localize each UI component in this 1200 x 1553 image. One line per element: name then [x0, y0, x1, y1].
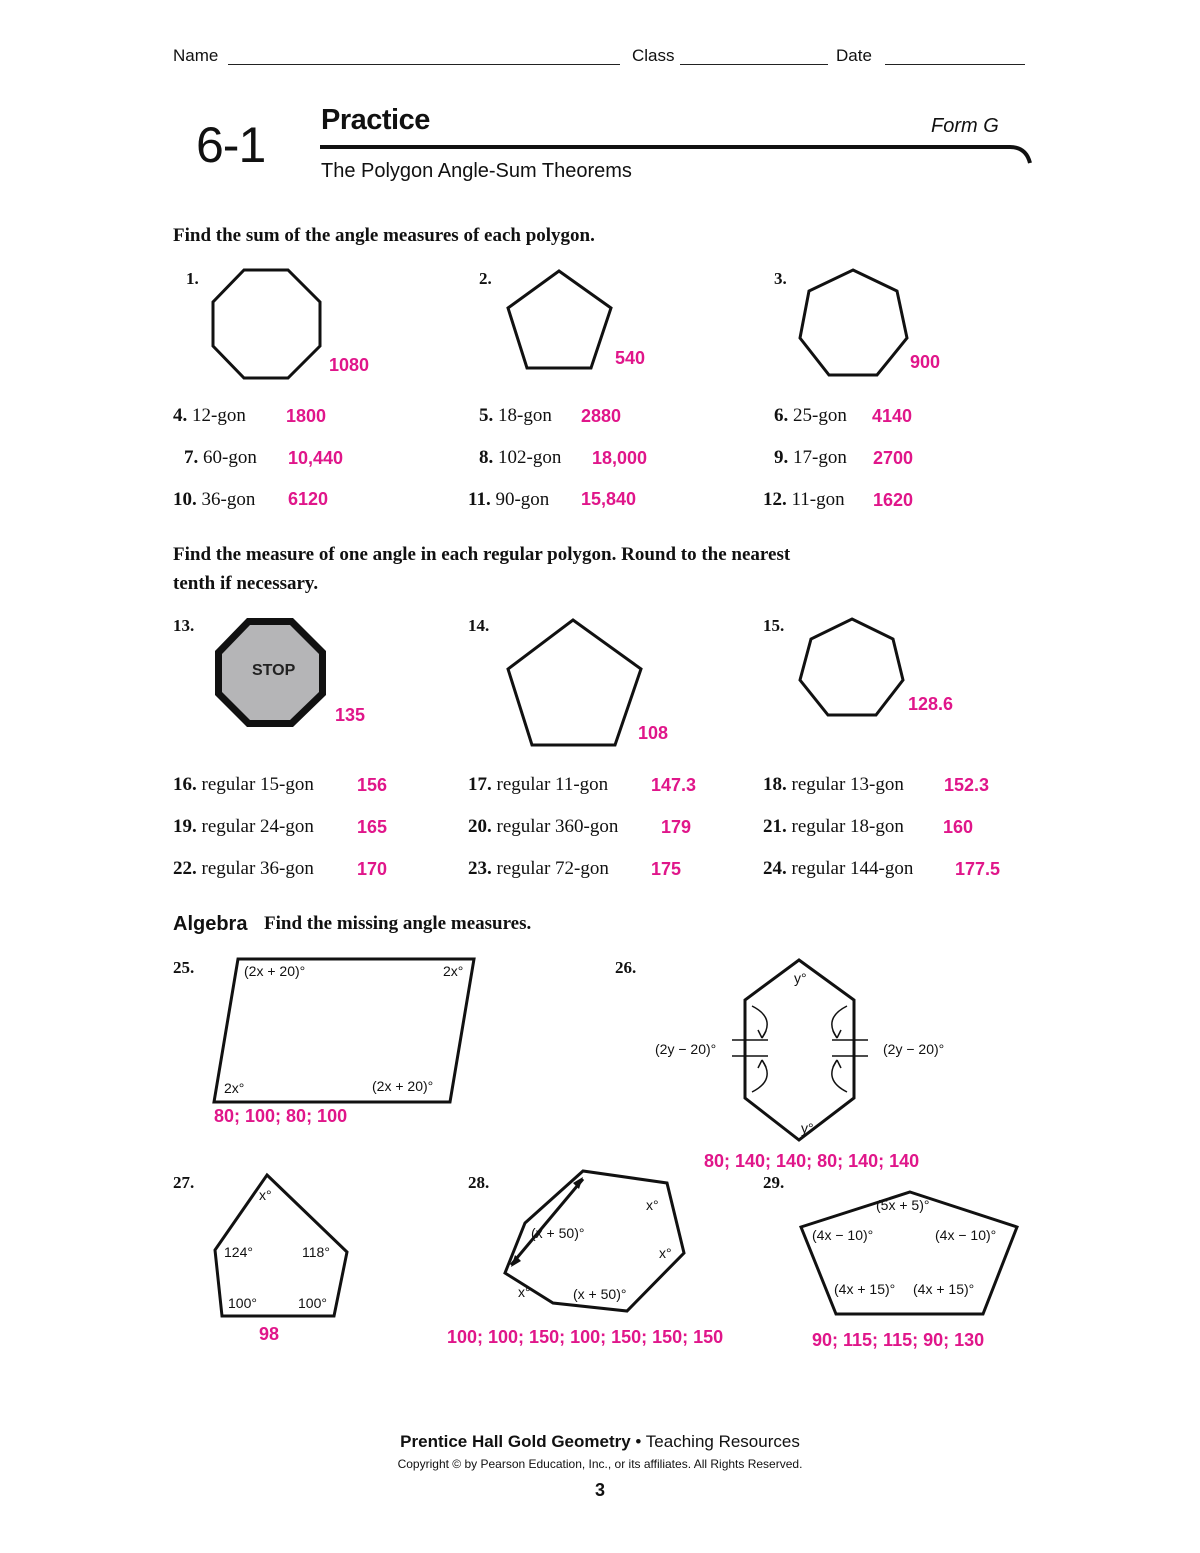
answer-23: 175 — [651, 859, 682, 879]
octagon-figure — [210, 268, 325, 380]
answer-14: 108 — [638, 723, 669, 743]
answer-19: 165 — [357, 817, 388, 837]
problem-2-number: 2. — [479, 269, 492, 288]
answer-15: 128.6 — [908, 694, 954, 714]
angle-label: (4x + 15)° — [913, 1281, 975, 1297]
angle-label: 118° — [302, 1244, 330, 1260]
heptagon-figure-regular — [797, 616, 907, 720]
pentagon-figure — [505, 268, 615, 373]
angle-label: 2x° — [224, 1080, 245, 1096]
algebra-label: Algebra — [173, 913, 248, 935]
list-item: 12. 11-gon — [763, 489, 845, 510]
problem-27-number: 27. — [173, 1173, 195, 1192]
section3-instruction: Find the missing angle measures. — [264, 913, 532, 934]
angle-label: 124° — [224, 1244, 253, 1260]
answer-20: 179 — [661, 817, 692, 837]
answer-9: 2700 — [873, 448, 914, 468]
list-item: 5. 18-gon — [479, 405, 552, 426]
angle-label: y° — [794, 970, 807, 986]
problem-15-number: 15. — [763, 616, 785, 635]
form-label: Form G — [931, 115, 999, 137]
page-number: 3 — [594, 1480, 605, 1500]
angle-label: (2y − 20)° — [655, 1041, 717, 1057]
footer-copyright: Copyright © by Pearson Education, Inc., or its affiliates. All Rights Reserved. — [397, 1457, 803, 1471]
list-item: 20. regular 360-gon — [468, 816, 619, 837]
class-field-line[interactable] — [680, 46, 828, 65]
list-item: 8. 102-gon — [479, 447, 562, 468]
angle-label: 100° — [228, 1295, 257, 1311]
answer-26: 80; 140; 140; 80; 140; 140 — [704, 1151, 920, 1171]
list-item: 6. 25-gon — [774, 405, 847, 426]
angle-label: (x + 50)° — [573, 1286, 627, 1302]
list-item: 19. regular 24-gon — [173, 816, 314, 837]
angle-label: y° — [801, 1120, 814, 1136]
stop-sign-text: STOP — [252, 662, 296, 679]
angle-label: (2x + 20)° — [244, 963, 306, 979]
list-item: 7. 60-gon — [184, 447, 257, 468]
list-item: 24. regular 144-gon — [763, 858, 914, 879]
problem-3-number: 3. — [774, 269, 787, 288]
angle-label: (2x + 20)° — [372, 1078, 434, 1094]
angle-label: 100° — [298, 1295, 327, 1311]
answer-27: 98 — [259, 1324, 280, 1344]
list-item: 21. regular 18-gon — [763, 816, 904, 837]
angle-label: x° — [259, 1187, 272, 1203]
angle-label: (4x − 10)° — [812, 1227, 874, 1243]
list-item: 11. 90-gon — [468, 489, 550, 510]
parallelogram-figure — [212, 957, 477, 1105]
problem-13-number: 13. — [173, 616, 195, 635]
answer-24: 177.5 — [955, 859, 1001, 879]
page-title: Practice — [321, 104, 430, 136]
answer-10: 6120 — [288, 489, 329, 509]
list-item: 4. 12-gon — [173, 405, 246, 426]
answer-16: 156 — [357, 775, 388, 795]
list-item: 23. regular 72-gon — [468, 858, 609, 879]
page-subtitle: The Polygon Angle-Sum Theorems — [321, 160, 632, 182]
name-label: Name — [173, 46, 219, 65]
angle-label: 2x° — [443, 963, 464, 979]
list-item: 10. 36-gon — [173, 489, 256, 510]
answer-6: 4140 — [872, 406, 913, 426]
date-label: Date — [836, 46, 872, 65]
answer-12: 1620 — [873, 490, 914, 510]
answer-18: 152.3 — [944, 775, 990, 795]
angle-label: (4x + 15)° — [834, 1281, 896, 1297]
angle-label: (x + 50)° — [531, 1225, 585, 1241]
name-field-line[interactable] — [228, 46, 620, 65]
answer-29: 90; 115; 115; 90; 130 — [812, 1330, 985, 1350]
answer-1: 1080 — [329, 355, 370, 375]
answer-3: 900 — [910, 352, 941, 372]
list-item: 16. regular 15-gon — [173, 774, 314, 795]
problem-28-number: 28. — [468, 1173, 490, 1192]
answer-25: 80; 100; 80; 100 — [214, 1106, 348, 1126]
angle-label: (4x − 10)° — [935, 1227, 997, 1243]
problem-14-number: 14. — [468, 616, 490, 635]
problem-29-number: 29. — [763, 1173, 785, 1192]
answer-5: 2880 — [581, 406, 622, 426]
section2-instruction-line1: Find the measure of one angle in each regular polygon. Round to the nearest — [173, 544, 791, 565]
angle-label: x° — [646, 1197, 659, 1213]
heptagon-figure — [797, 267, 912, 380]
section1-instruction: Find the sum of the angle measures of each polygon. — [173, 225, 595, 246]
answer-4: 1800 — [286, 406, 327, 426]
problem-25-number: 25. — [173, 958, 195, 977]
angle-label: x° — [659, 1245, 672, 1261]
list-item: 9. 17-gon — [774, 447, 847, 468]
angle-label: (2y − 20)° — [883, 1041, 945, 1057]
answer-7: 10,440 — [288, 448, 344, 468]
answer-22: 170 — [357, 859, 388, 879]
angle-label: (5x + 5)° — [876, 1197, 930, 1213]
answer-11: 15,840 — [581, 489, 637, 509]
answer-28: 100; 100; 150; 100; 150; 150; 150 — [447, 1327, 724, 1347]
answer-13: 135 — [335, 705, 366, 725]
problem-1-number: 1. — [186, 269, 199, 288]
answer-2: 540 — [615, 348, 646, 368]
list-item: 18. regular 13-gon — [763, 774, 904, 795]
answer-17: 147.3 — [651, 775, 697, 795]
problem-26-number: 26. — [615, 958, 637, 977]
angle-label: x° — [518, 1284, 531, 1300]
pentagon-figure-large — [505, 617, 645, 749]
date-field-line[interactable] — [885, 46, 1025, 65]
class-label: Class — [632, 46, 675, 65]
lesson-number: 6-1 — [196, 117, 266, 173]
list-item: 22. regular 36-gon — [173, 858, 314, 879]
section2-instruction-line2: tenth if necessary. — [173, 573, 319, 594]
list-item: 17. regular 11-gon — [468, 774, 609, 795]
answer-8: 18,000 — [592, 448, 648, 468]
footer-book: Prentice Hall Gold Geometry • Teaching Resources — [400, 1432, 800, 1451]
answer-21: 160 — [943, 817, 974, 837]
